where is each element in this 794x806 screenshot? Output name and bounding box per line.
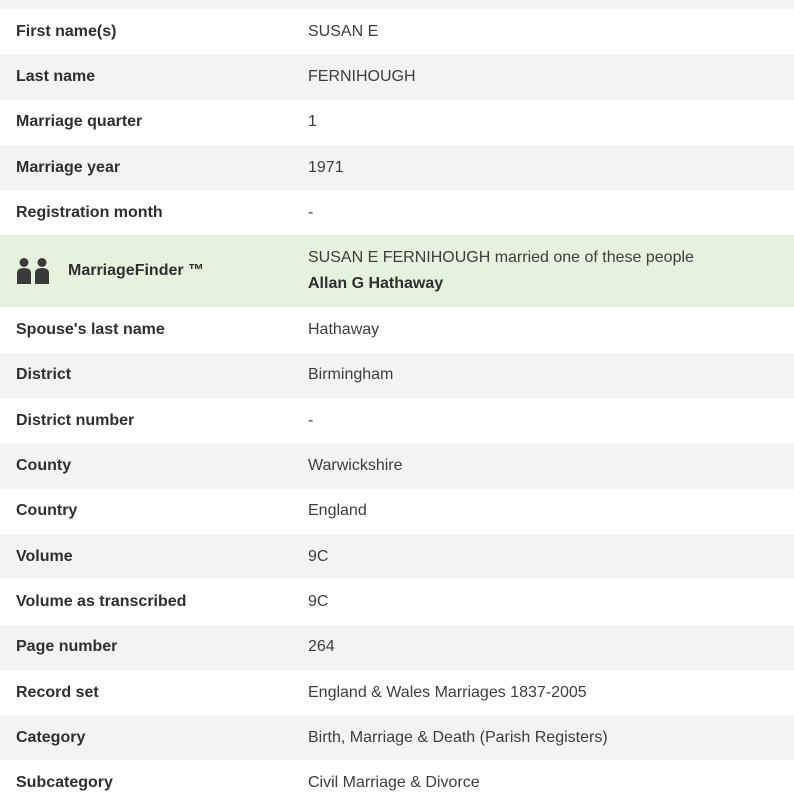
table-row	[0, 307, 794, 352]
field-label: Registration month	[16, 203, 163, 221]
field-label: Marriage year	[16, 158, 121, 176]
field-value: Birth, Marriage & Death (Parish Registers)	[308, 728, 608, 746]
field-value: England	[308, 502, 367, 520]
field-value: 264	[308, 638, 335, 656]
table-row	[0, 579, 794, 624]
field-label: Subcategory	[16, 774, 113, 792]
marriage-finder-value	[308, 245, 794, 297]
table-row	[0, 534, 794, 579]
field-value: 9C	[308, 592, 329, 610]
table-row	[0, 145, 794, 190]
field-value: -	[308, 203, 314, 221]
field-value: Warwickshire	[308, 457, 403, 475]
table-row	[0, 54, 794, 99]
field-label: Country	[16, 502, 78, 520]
table-row	[0, 760, 794, 805]
field-label: County	[16, 457, 72, 475]
field-value: Civil Marriage & Divorce	[308, 774, 480, 792]
table-row	[0, 9, 794, 54]
field-label: Last name	[16, 67, 96, 85]
table-row	[0, 443, 794, 488]
table-row	[0, 670, 794, 715]
rows-after	[0, 307, 794, 805]
field-label: Volume	[16, 547, 73, 565]
field-value: 1	[308, 113, 317, 131]
field-label: Category	[16, 728, 86, 746]
field-value: FERNIHOUGH	[308, 67, 416, 85]
table-row	[0, 190, 794, 235]
marriage-finder-title: MarriageFinder ™	[68, 262, 205, 280]
field-label: District	[16, 366, 72, 384]
rows-before	[0, 9, 794, 235]
table-row	[0, 100, 794, 145]
table-row	[0, 398, 794, 443]
table-row	[0, 715, 794, 760]
field-value: 1971	[308, 158, 344, 176]
field-label: District number	[16, 411, 135, 429]
field-value: -	[308, 411, 314, 429]
field-label: First name(s)	[16, 22, 117, 40]
spouse-name-link[interactable]: Allan G Hathaway	[308, 275, 444, 293]
field-value: Hathaway	[308, 321, 380, 339]
field-label: Record set	[16, 683, 99, 701]
field-label: Page number	[16, 638, 118, 656]
field-label: Spouse's last name	[16, 321, 165, 339]
field-value: 9C	[308, 547, 329, 565]
field-value: Birmingham	[308, 366, 394, 384]
marriage-finder-sentence: SUSAN E FERNIHOUGH married one of these people	[308, 249, 694, 267]
people-icon	[16, 257, 50, 285]
table-row	[0, 625, 794, 670]
top-divider	[0, 0, 794, 9]
field-value: England & Wales Marriages 1837-2005	[308, 683, 587, 701]
field-value: SUSAN E	[308, 22, 379, 40]
table-row	[0, 489, 794, 534]
marriage-finder-row[interactable]	[0, 235, 794, 307]
table-row	[0, 353, 794, 398]
marriage-finder-label	[0, 257, 308, 285]
field-label: Volume as transcribed	[16, 592, 187, 610]
field-label: Marriage quarter	[16, 113, 143, 131]
